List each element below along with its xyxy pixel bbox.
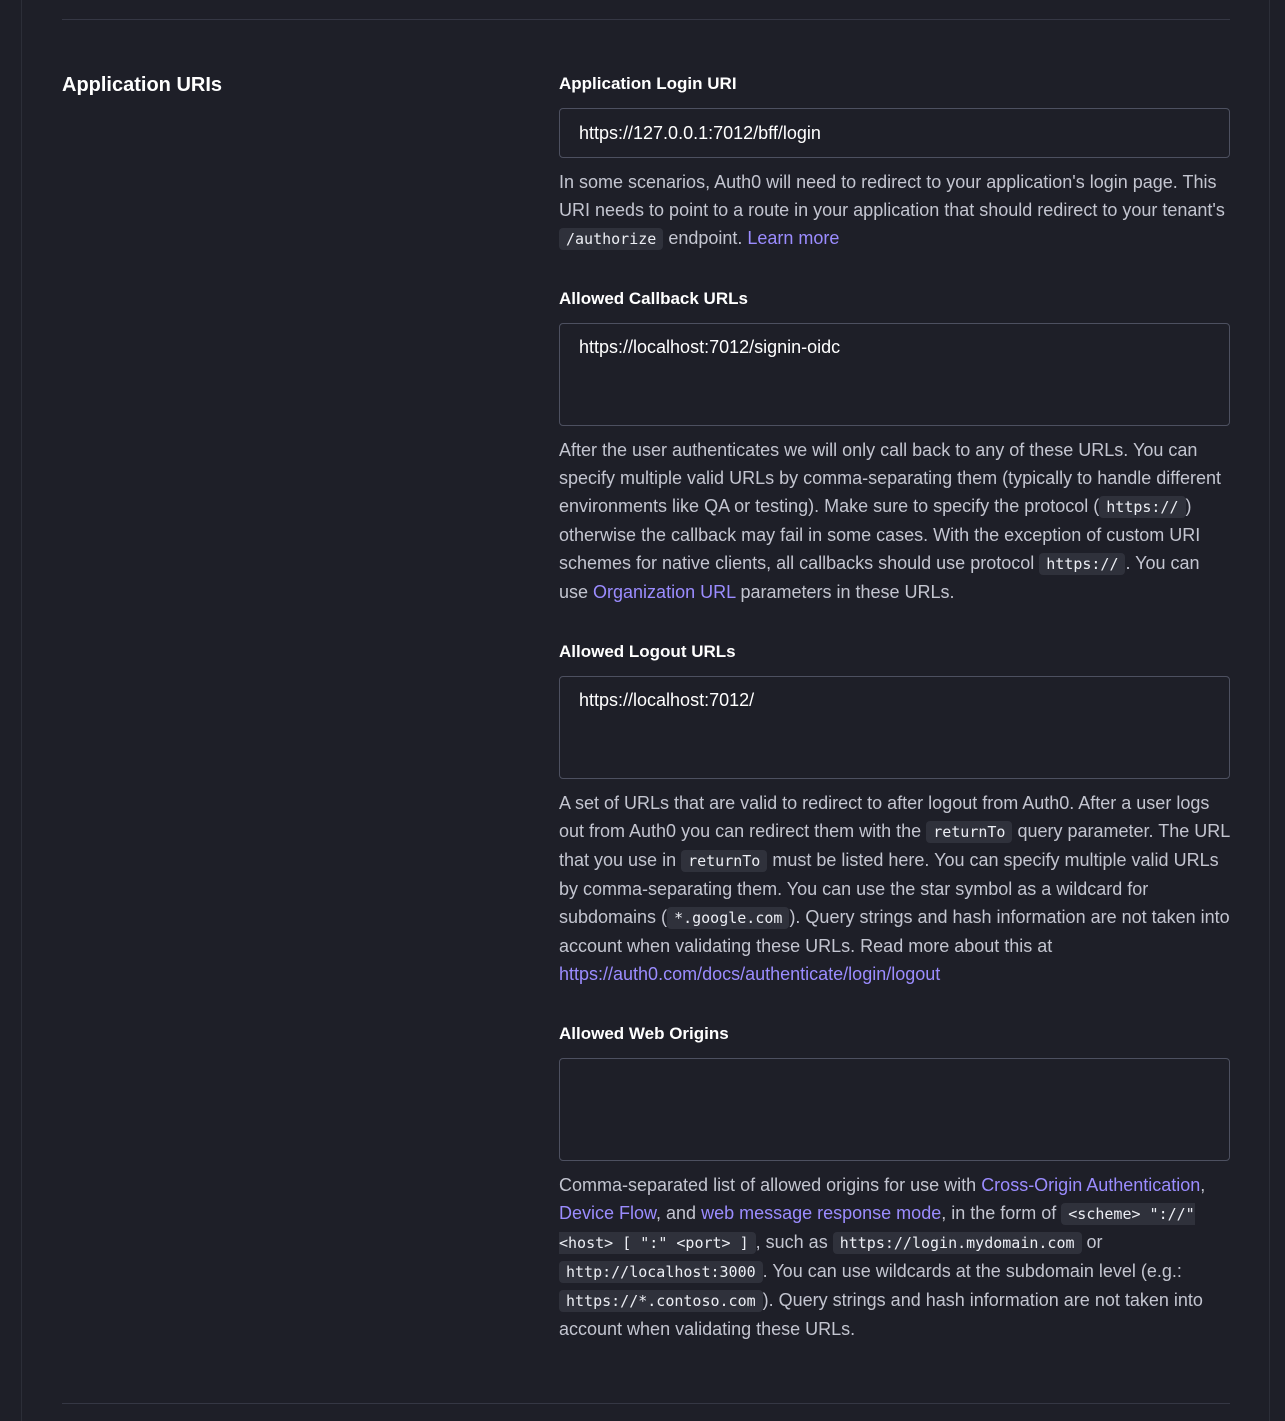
section-title: Application URIs [62, 74, 223, 96]
code-origin-format: <scheme> "://" <host> [ ":" <port> ] [559, 1205, 1195, 1252]
panel-right-border [1269, 0, 1270, 1421]
code-wildcard-example: *.google.com [667, 907, 789, 929]
section-divider-top [62, 19, 1230, 20]
help-text: must be listed here. You can specify multiple valid URLs by comma-separating them. You can use the star symbol as a wildcard for subdomains ( [559, 850, 1219, 927]
help-text: . You can use [559, 553, 1200, 602]
callback-urls-label: Allowed Callback URLs [559, 289, 748, 308]
application-uris-fields [559, 70, 1230, 1375]
login-uri-input[interactable] [559, 108, 1230, 158]
callback-urls-textarea[interactable] [559, 323, 1230, 426]
help-text: After the user authenticates we will only call back to any of these URLs. You can specify multiple valid URLs by comma-separating them (typically to handle different environments like QA or testing). Make sure to specify the protocol ( [559, 440, 1221, 516]
panel-left-border [21, 0, 22, 1421]
callback-urls-field [559, 285, 1230, 606]
help-text: A set of URLs that are valid to redirect to after logout from Auth0. After a user logs out from Auth0 you can redirect them with the [559, 793, 1210, 841]
logout-urls-field [559, 638, 1230, 988]
code-https-protocol: https:// [1099, 496, 1185, 518]
code-returnto: returnTo [926, 821, 1012, 843]
web-origins-label: Allowed Web Origins [559, 1024, 729, 1043]
code-returnto: returnTo [681, 850, 767, 872]
help-text: , and [656, 1203, 702, 1223]
login-uri-label: Application Login URI [559, 74, 737, 93]
help-text: endpoint. [663, 228, 748, 248]
help-text: or [1081, 1232, 1103, 1252]
help-text: , in the form of [941, 1203, 1062, 1223]
organization-url-link[interactable]: Organization URL [593, 582, 736, 602]
code-authorize: /authorize [559, 228, 663, 250]
web-origins-textarea[interactable] [559, 1058, 1230, 1161]
help-text: parameters in these URLs. [735, 582, 955, 602]
callback-urls-help [559, 436, 1230, 606]
web-origins-help [559, 1171, 1230, 1343]
help-text: query parameter. The URL that you use in [559, 821, 1230, 870]
help-text: ). Query strings and hash information are not taken into account when validating these URLs. Read more about this at [559, 907, 1230, 956]
logout-urls-textarea[interactable] [559, 676, 1230, 779]
help-text: , such as [755, 1232, 833, 1252]
help-text: . You can use wildcards at the subdomain level (e.g.: [762, 1261, 1182, 1281]
help-text: , [1200, 1175, 1206, 1195]
login-uri-help [559, 168, 1230, 253]
device-flow-link[interactable]: Device Flow [559, 1203, 657, 1223]
help-text: Comma-separated list of allowed origins for use with [559, 1175, 982, 1195]
logout-urls-help [559, 789, 1230, 988]
code-wildcard-origin: https://*.contoso.com [559, 1290, 763, 1312]
web-message-response-mode-link[interactable]: web message response mode [701, 1203, 942, 1223]
logout-urls-label: Allowed Logout URLs [559, 642, 736, 661]
help-text: ) otherwise the callback may fail in some cases. With the exception of custom URI schemes for native clients, all callbacks should use protocol [559, 496, 1201, 573]
learn-more-link[interactable]: Learn more [747, 228, 840, 248]
code-https-protocol: https:// [1039, 553, 1125, 575]
help-text: ). Query strings and hash information are not taken into account when validating these URLs. [559, 1290, 1203, 1339]
section-divider-bottom [62, 1403, 1230, 1404]
code-example-origin: https://login.mydomain.com [833, 1232, 1082, 1254]
help-text: In some scenarios, Auth0 will need to redirect to your application's login page. This URI needs to point to a route in your application that should redirect to your tenant's [559, 172, 1225, 220]
cross-origin-auth-link[interactable]: Cross-Origin Authentication [981, 1175, 1201, 1195]
login-uri-field [559, 70, 1230, 253]
logout-docs-link[interactable]: https://auth0.com/docs/authenticate/login/logout [559, 964, 941, 984]
web-origins-field [559, 1020, 1230, 1343]
code-example-localhost: http://localhost:3000 [559, 1261, 763, 1283]
